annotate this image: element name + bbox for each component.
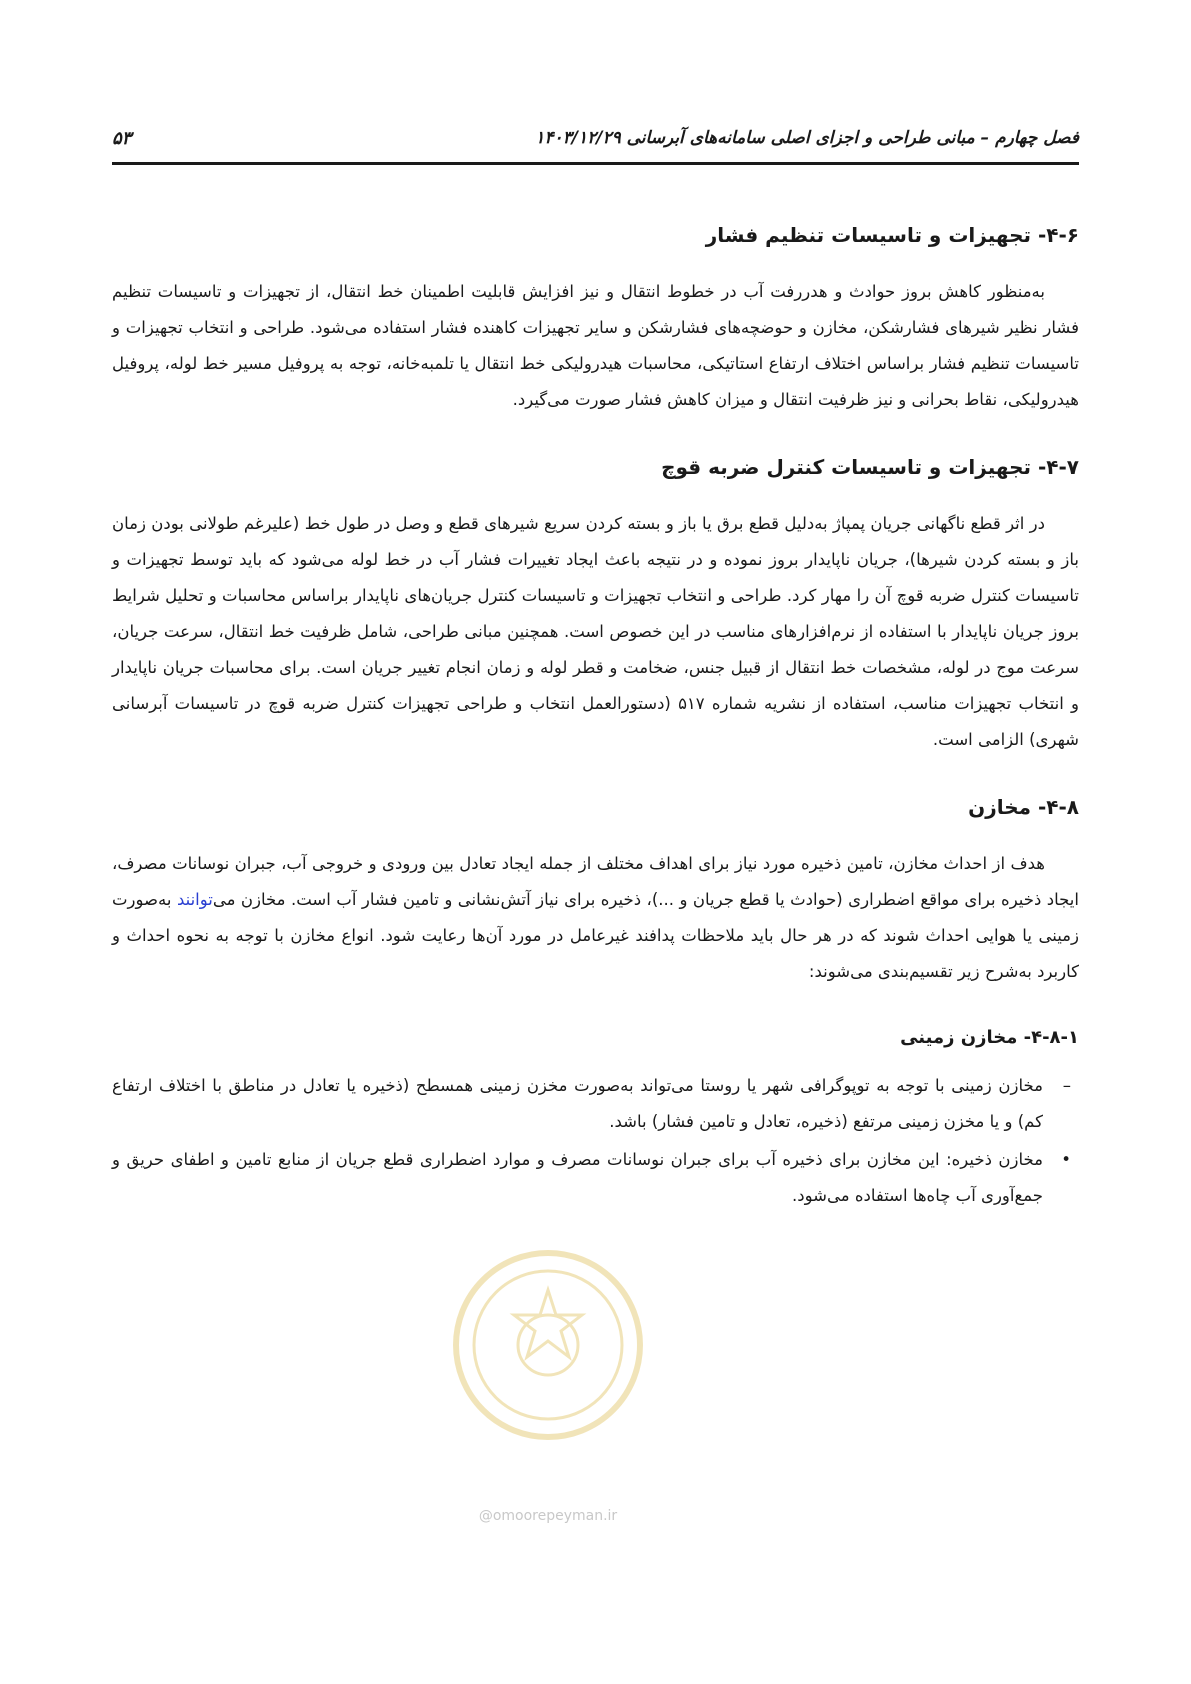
page-number: ۵۳ bbox=[112, 128, 132, 149]
section-paragraph: به‌منظور کاهش بروز حوادث و هدررفت آب در خطوط انتقال و نیز افزایش قابلیت اطمینان خط انتقال، از تجهیزات و تاسیسات تنظیم فشار نظیر شیرهای فشارشکن، مخازن و حوضچه‌های فشارشکن و سایر تجهیزات کاهنده فشار استفاده می‌شود. طراحی و انتخاب تجهیزات و تاسیسات تنظیم فشار براساس اختلاف ارتفاع استاتیکی، محاسبات هیدرولیکی خط انتقال یا تلمبه‌خانه، توجه به پروفیل مسیر خط لوله، پروفیل هیدرولیکی، نقاط بحرانی و نیز ظرفیت انتقال و میزان کاهش فشار صورت می‌گیرد. bbox=[112, 282, 1079, 409]
watermark-seal-icon bbox=[448, 1245, 648, 1445]
section-pressure-regulation bbox=[112, 218, 1079, 418]
section-paragraph bbox=[112, 846, 1079, 990]
section-heading: ۴-۷- تجهیزات و تاسیسات کنترل ضربه قوچ bbox=[661, 455, 1079, 479]
list-item-text: مخازن ذخیره: این مخازن برای ذخیره آب برای جبران نوسانات مصرف و موارد اضطراری قطع جریان از منابع تامین و اطفای حریق و جمع‌آوری آب چاه‌ها استفاده می‌شود. bbox=[112, 1150, 1043, 1205]
subsection-ground-reservoirs bbox=[112, 1022, 1079, 1214]
item-list bbox=[112, 1068, 1079, 1214]
section-heading: ۴-۸- مخازن bbox=[968, 795, 1079, 819]
paragraph-text: هدف از احداث مخازن، تامین ذخیره مورد نیاز برای اهداف مختلف از جمله ایجاد تعادل بین ورودی و خروجی آب، جبران نوسانات مصرف، ایجاد ذخیره برای مواقع اضطراری (حوادث یا قطع جریان و ...)، ذخیره برای نیاز آتش‌نشانی و تامین فشار آب است. مخازن می‌ bbox=[112, 854, 1079, 909]
chapter-title: فصل چهارم – مبانی طراحی و اجزای اصلی سامانه‌های آبرسانی ۱۴۰۳/۱۲/۲۹ bbox=[535, 128, 1079, 148]
bullet-marker: • bbox=[1061, 1150, 1071, 1169]
subsection-heading: ۴-۸-۱- مخازن زمینی bbox=[900, 1027, 1079, 1048]
section-water-hammer bbox=[112, 450, 1079, 758]
dash-marker: – bbox=[1062, 1076, 1071, 1095]
watermark-url: @omoorepeyman.ir bbox=[478, 1508, 618, 1524]
section-heading: ۴-۶- تجهیزات و تاسیسات تنظیم فشار bbox=[705, 223, 1079, 247]
paragraph-text: به‌صورت زمینی یا هوایی احداث شوند که در هر حال باید ملاحظات پدافند غیرعامل در مورد آن‌ها رعایت شود. انواع مخازن با توجه به نحوه احداث و کاربرد به‌شرح زیر تقسیم‌بندی می‌شوند: bbox=[112, 890, 1079, 981]
list-item bbox=[112, 1068, 1071, 1140]
page-content bbox=[112, 218, 1079, 1216]
section-paragraph: در اثر قطع ناگهانی جریان پمپاژ به‌دلیل قطع برق یا باز و بسته کردن سریع شیرهای قطع و وصل در طول خط (علیرغم طولانی بودن زمان باز و بسته کردن شیرها)، جریان ناپایدار بروز نموده و در نتیجه باعث ایجاد تغییرات فشار آب در خط لوله می‌شود که باید توسط تجهیزات و تاسیسات کنترل ضربه قوچ آن را مهار کرد. طراحی و انتخاب تجهیزات و تاسیسات کنترل جریان‌های ناپایدار براساس محاسبات و تحلیل شرایط بروز جریان ناپایدار با استفاده از نرم‌افزارهای مناسب در این خصوص است. همچنین مبانی طراحی، شامل ظرفیت خط انتقال، سرعت جریان، سرعت موج در لوله، مشخصات خط انتقال از قبیل جنس، ضخامت و قطر لوله و زمان انجام تغییر جریان است. برای محاسبات جریان ناپایدار و انتخاب تجهیزات مناسب، استفاده از نشریه شماره ۵۱۷ (دستورالعمل انتخاب و طراحی تجهیزات کنترل ضربه قوچ در تاسیسات آبرسانی شهری) الزامی است. bbox=[112, 514, 1079, 749]
highlighted-word: توانند bbox=[176, 890, 213, 909]
section-reservoirs bbox=[112, 790, 1079, 990]
list-item-text: مخازن زمینی با توجه به توپوگرافی شهر یا روستا می‌تواند به‌صورت مخزن زمینی همسطح (ذخیره یا تعادل در مناطق با اختلاف ارتفاع کم) و یا مخزن زمینی مرتفع (ذخیره، تعادل و تامین فشار) باشد. bbox=[112, 1076, 1043, 1131]
list-item bbox=[112, 1142, 1071, 1214]
header-divider bbox=[112, 162, 1079, 165]
